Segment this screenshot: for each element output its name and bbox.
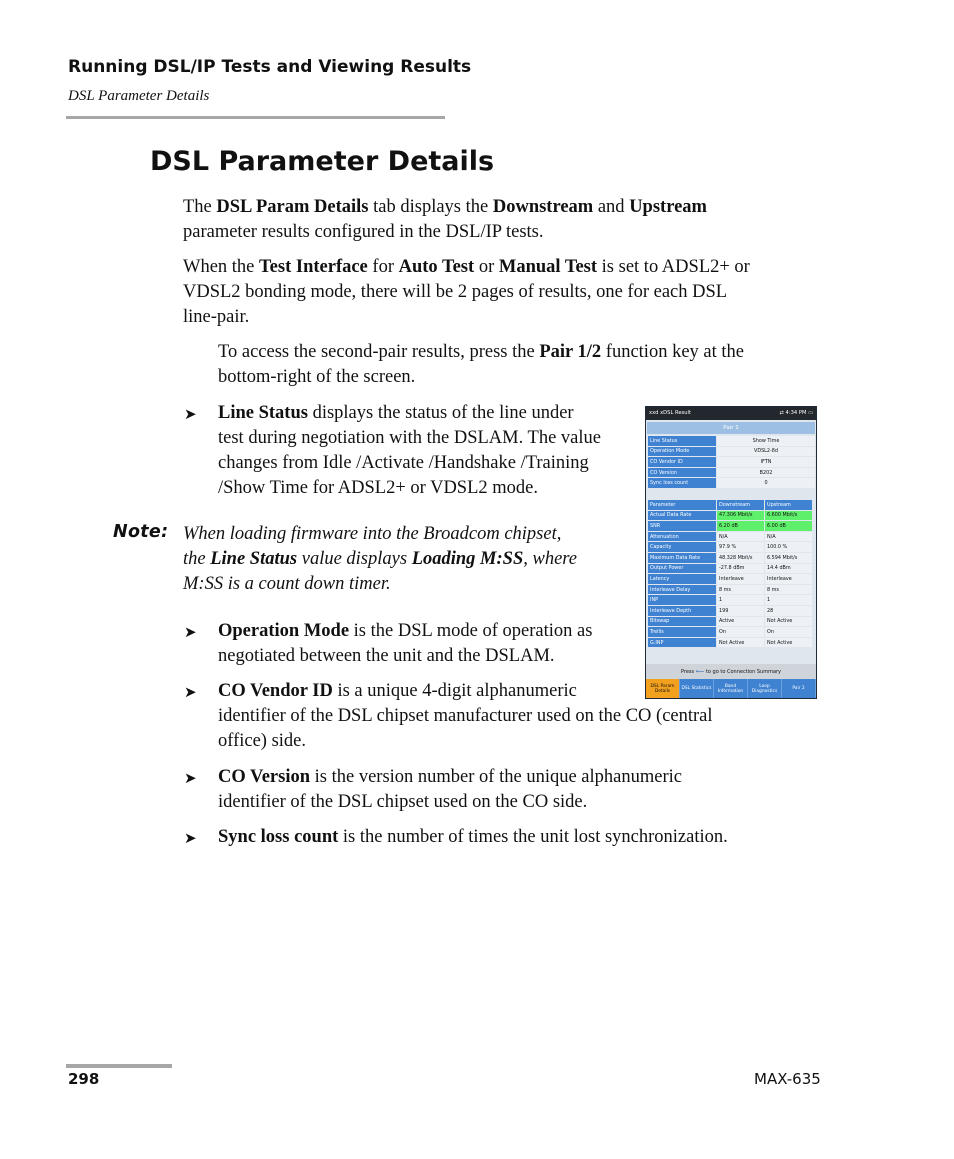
bullet-arrow-icon: ➤ — [184, 771, 197, 787]
pair-label: Pair 1 — [647, 422, 815, 434]
text: is the version number of the unique alphanumeric — [310, 767, 682, 787]
upstream-value: 6.600 Mbit/s — [765, 511, 812, 521]
parameter-row — [648, 521, 812, 531]
parameter-label: Capacity — [648, 542, 716, 552]
intro-paragraph-1 — [183, 195, 823, 245]
status-row — [648, 436, 815, 446]
parameter-label: Trellis — [648, 627, 716, 637]
downstream-value: 8 ms — [717, 585, 764, 595]
parameter-label: Interleave Delay — [648, 585, 716, 595]
status-row-value: IFTN — [717, 457, 815, 467]
parameter-label: Output Power — [648, 564, 716, 574]
text: /Show Time for ADSL2+ or VDSL2 mode. — [218, 478, 539, 498]
term-auto-test: Auto Test — [398, 257, 475, 277]
text: The — [183, 197, 217, 217]
text: is the DSL mode of operation as — [349, 621, 593, 641]
bullet-line-status — [218, 401, 643, 501]
text: and — [593, 197, 630, 217]
function-key-bar — [646, 679, 816, 698]
upstream-value: 14.4 dBm — [765, 564, 812, 574]
upstream-value: On — [765, 627, 812, 637]
parameter-row — [648, 595, 812, 605]
text: or — [474, 257, 499, 277]
status-row-value: 0 — [717, 478, 815, 488]
bullet-arrow-icon: ➤ — [184, 407, 197, 423]
text: to go to Connection Summary — [705, 669, 782, 675]
parameter-row — [648, 511, 812, 521]
status-row-label: Sync loss count — [648, 478, 716, 488]
page-number: 298 — [68, 1070, 100, 1088]
function-key-dsl-param-details[interactable]: DSL Param Details — [646, 679, 680, 698]
upstream-value: 1 — [765, 595, 812, 605]
upstream-value: Interleave — [765, 574, 812, 584]
downstream-value: 47.306 Mbit/s — [717, 511, 764, 521]
text: line-pair. — [183, 307, 250, 327]
downstream-value: 97.9 % — [717, 542, 764, 552]
parameter-label: Interleave Depth — [648, 606, 716, 616]
page-title: DSL Parameter Details — [150, 146, 495, 177]
line-status-table — [647, 435, 816, 489]
bullet-sync-loss-count — [218, 825, 818, 850]
status-row-label: Operation Mode — [648, 447, 716, 457]
upstream-header: Upstream — [765, 500, 812, 510]
parameter-row — [648, 617, 812, 627]
header-rule — [66, 116, 445, 119]
term-loading-mss: Loading M:SS — [411, 549, 524, 569]
upstream-value: 28 — [765, 606, 812, 616]
term-pair-1-2: Pair 1/2 — [539, 342, 602, 362]
downstream-value: Interleave — [717, 574, 764, 584]
text: Press — [680, 669, 695, 675]
text: office) side. — [218, 731, 307, 751]
device-screenshot — [645, 406, 817, 699]
running-header-title: Running DSL/IP Tests and Viewing Results — [68, 57, 472, 77]
downstream-value: Active — [717, 617, 764, 627]
parameter-label: Maximum Data Rate — [648, 553, 716, 563]
term-upstream: Upstream — [629, 197, 707, 217]
text: When loading firmware into the Broadcom chipset, — [183, 524, 562, 544]
parameter-header-row — [648, 500, 812, 510]
text: test during negotiation with the DSLAM. The value — [218, 428, 601, 448]
text: is set to ADSL2+ or — [597, 257, 750, 277]
text: function key at the — [601, 342, 744, 362]
parameter-row — [648, 553, 812, 563]
downstream-value: N/A — [717, 532, 764, 542]
parameter-header: Parameter — [648, 500, 716, 510]
text: identifier of the DSL chipset used on the CO side. — [218, 792, 588, 812]
status-row-label: CO Version — [648, 468, 716, 478]
term-manual-test: Manual Test — [498, 257, 598, 277]
term-test-interface: Test Interface — [259, 257, 368, 277]
parameter-label: Actual Data Rate — [648, 511, 716, 521]
note-text — [183, 522, 643, 597]
text: To access the second-pair results, press the — [218, 342, 540, 362]
downstream-value: -27.8 dBm — [717, 564, 764, 574]
parameter-label: Bitswap — [648, 617, 716, 627]
text: is the number of times the unit lost synchronization. — [338, 827, 728, 847]
text: the — [183, 549, 211, 569]
parameter-label: Latency — [648, 574, 716, 584]
text: for — [367, 257, 399, 277]
running-header-subtitle: DSL Parameter Details — [68, 88, 210, 104]
term-sync-loss-count: Sync loss count — [218, 827, 339, 847]
downstream-value: 6.20 dB — [717, 521, 764, 531]
product-model: MAX-635 — [754, 1070, 821, 1088]
footer-rule — [66, 1064, 172, 1068]
connection-summary-hint — [646, 664, 816, 679]
device-time: 4:34 PM — [785, 410, 807, 416]
status-row — [648, 457, 815, 467]
text: displays the status of the line under — [307, 403, 574, 423]
status-row-value: B202 — [717, 468, 815, 478]
bullet-operation-mode — [218, 619, 643, 669]
upstream-value: 100.0 % — [765, 542, 812, 552]
bullet-co-version — [218, 765, 818, 815]
intro-paragraph-3 — [218, 340, 838, 390]
term-line-status: Line Status — [218, 403, 308, 423]
parameter-row — [648, 627, 812, 637]
status-row-label: CO Vendor ID — [648, 457, 716, 467]
parameter-label: Attenuation — [648, 532, 716, 542]
text: identifier of the DSL chipset manufacturer used on the CO (central — [218, 706, 713, 726]
parameter-table — [647, 499, 813, 648]
parameter-label: INP — [648, 595, 716, 605]
function-key-pair-2[interactable]: Pair 2 — [782, 679, 816, 698]
function-key-dsl-statistics[interactable]: DSL Statistics — [680, 679, 714, 698]
back-arrow-icon: ⟵ — [695, 668, 705, 675]
device-body — [646, 420, 816, 670]
intro-paragraph-2 — [183, 255, 833, 330]
upstream-value: 6.00 dB — [765, 521, 812, 531]
status-row — [648, 478, 815, 488]
parameter-row — [648, 532, 812, 542]
bullet-arrow-icon: ➤ — [184, 625, 197, 641]
bullet-arrow-icon: ➤ — [184, 831, 197, 847]
downstream-value: 199 — [717, 606, 764, 616]
downstream-value: On — [717, 627, 764, 637]
upstream-value: 6.594 Mbit/s — [765, 553, 812, 563]
note-label: Note: — [113, 522, 169, 542]
parameter-row — [648, 574, 812, 584]
text: tab displays the — [368, 197, 493, 217]
upstream-value: N/A — [765, 532, 812, 542]
status-row-value: VDSL2-8d — [717, 447, 815, 457]
parameter-row — [648, 564, 812, 574]
text: negotiated between the unit and the DSLAM. — [218, 646, 555, 666]
text: changes from Idle /Activate /Handshake /Training — [218, 453, 589, 473]
text: When the — [183, 257, 260, 277]
text: M:SS is a count down timer. — [183, 574, 391, 594]
term-co-vendor-id: CO Vendor ID — [218, 681, 333, 701]
text: is a unique 4-digit alphanumeric — [332, 681, 577, 701]
parameter-row — [648, 606, 812, 616]
parameter-row — [648, 638, 812, 648]
device-status-bar — [646, 407, 816, 420]
function-key-band-information[interactable]: Band Information — [714, 679, 748, 698]
text: , where — [523, 549, 578, 569]
bullet-arrow-icon: ➤ — [184, 685, 197, 701]
parameter-row — [648, 542, 812, 552]
downstream-value: 48.328 Mbit/s — [717, 553, 764, 563]
term-co-version: CO Version — [218, 767, 311, 787]
status-row — [648, 447, 815, 457]
downstream-value: Not Active — [717, 638, 764, 648]
downstream-value: 1 — [717, 595, 764, 605]
device-clock: ⇄ 4:34 PM ▭ — [779, 410, 813, 416]
upstream-value: 8 ms — [765, 585, 812, 595]
device-screen-title: xxd xDSL Result — [649, 410, 692, 416]
upstream-value: Not Active — [765, 638, 812, 648]
parameter-label: G.INP — [648, 638, 716, 648]
status-row — [648, 468, 815, 478]
term-downstream: Downstream — [492, 197, 594, 217]
text: value displays — [297, 549, 412, 569]
term-operation-mode: Operation Mode — [218, 621, 350, 641]
upstream-value: Not Active — [765, 617, 812, 627]
status-row-label: Line Status — [648, 436, 716, 446]
status-row-value: Show Time — [717, 436, 815, 446]
text: parameter results configured in the DSL/IP tests. — [183, 222, 544, 242]
parameter-row — [648, 585, 812, 595]
term-dsl-param-details: DSL Param Details — [216, 197, 369, 217]
text: VDSL2 bonding mode, there will be 2 pages of results, one for each DSL — [183, 282, 728, 302]
parameter-label: SNR — [648, 521, 716, 531]
text: bottom-right of the screen. — [218, 367, 416, 387]
term-line-status: Line Status — [210, 549, 298, 569]
function-key-loop-diagnostics[interactable]: Loop Diagnostics — [748, 679, 782, 698]
downstream-header: Downstream — [717, 500, 764, 510]
